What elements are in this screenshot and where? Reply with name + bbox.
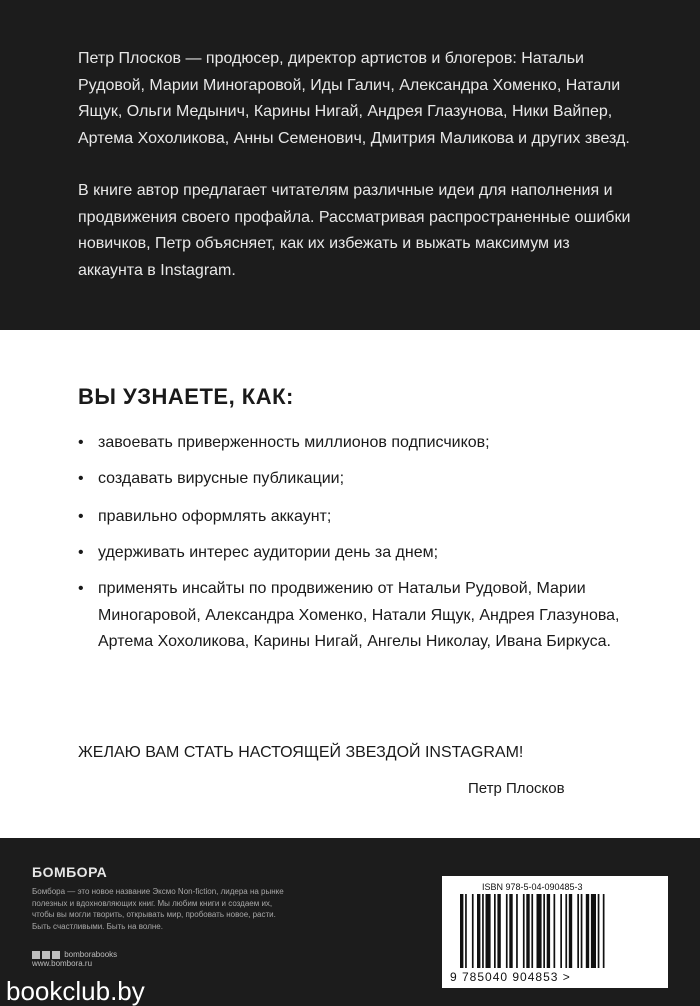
- author-bio: Петр Плосков — продюсер, директор артистов и блогеров: Натальи Рудовой, Марии Миногаровой, Иды Галич, Александра Хоменко, Натали Ящук, Ольги Медынич, Карины Нигай, Андрея Глазунова, Ники Вайпер, Артема Хохоликова, Анны Семенович, Дмитрия Маликова и других звезд.: [78, 50, 630, 147]
- benefit-text: удерживать интерес аудитории день за днем;: [98, 544, 439, 561]
- bullet-icon: •: [78, 508, 84, 525]
- top-dark-section: [0, 0, 700, 330]
- closing-line: ЖЕЛАЮ ВАМ СТАТЬ НАСТОЯЩЕЙ ЗВЕЗДОЙ INSTAGRAM!: [78, 744, 524, 761]
- benefit-item: [78, 504, 658, 531]
- benefits-heading: ВЫ УЗНАЕТЕ, КАК:: [78, 384, 294, 409]
- social-handle: bomborabooks: [64, 950, 118, 959]
- benefit-text: создавать вирусные публикации;: [98, 470, 345, 487]
- benefit-item: [78, 576, 658, 656]
- vk-icon: [42, 951, 50, 959]
- bullet-icon: •: [78, 434, 84, 451]
- author-signature: Петр Плосков: [468, 780, 565, 797]
- site-watermark: bookclub.by: [6, 976, 145, 1006]
- benefit-item: [78, 540, 658, 567]
- benefit-item: [78, 430, 658, 457]
- benefit-item: [78, 466, 658, 493]
- bullet-icon: •: [78, 580, 84, 597]
- social-links: [32, 950, 117, 968]
- publisher-logo: БОМБОРА: [32, 864, 108, 880]
- isbn-label: ISBN 978-5-04-090485-3: [482, 882, 583, 892]
- book-description: В книге автор предлагает читателям различные идеи для наполнения и продвижения своего профайла. Рассматривая распространенные ошибки новичков, Петр объясняет, как их избежать и выжать максимум из аккаунта в Instagram.: [78, 182, 631, 279]
- bullet-icon: •: [78, 544, 84, 561]
- instagram-icon: [52, 951, 60, 959]
- benefits-section: [0, 330, 700, 838]
- website: www.bombora.ru: [32, 959, 93, 968]
- facebook-icon: [32, 951, 40, 959]
- benefit-text: правильно оформлять аккаунт;: [98, 508, 332, 525]
- publisher-note: Бомбора — это новое название Эксмо Non-fiction, лидера на рынке полезных и вдохновляющих книг. Мы любим книги и создаем их, чтобы вы могли творить, открывать мир, пробовать новое, расти. Быть счастливыми. Быть на волне.: [32, 887, 284, 931]
- bullet-icon: •: [78, 470, 84, 487]
- barcode: [442, 876, 668, 988]
- benefit-text: применять инсайты по продвижению от Натальи Рудовой, Марии Миногаровой, Александра Хоменко, Натали Ящук, Андрея Глазунова, Артема Хохоликова, Карины Нигай, Ангелы Николау, Ивана Биркуса.: [98, 580, 620, 650]
- barcode-bars: [460, 894, 650, 968]
- benefit-text: завоевать приверженность миллионов подписчиков;: [98, 434, 490, 451]
- barcode-digits: 9 785040 904853 >: [450, 970, 571, 984]
